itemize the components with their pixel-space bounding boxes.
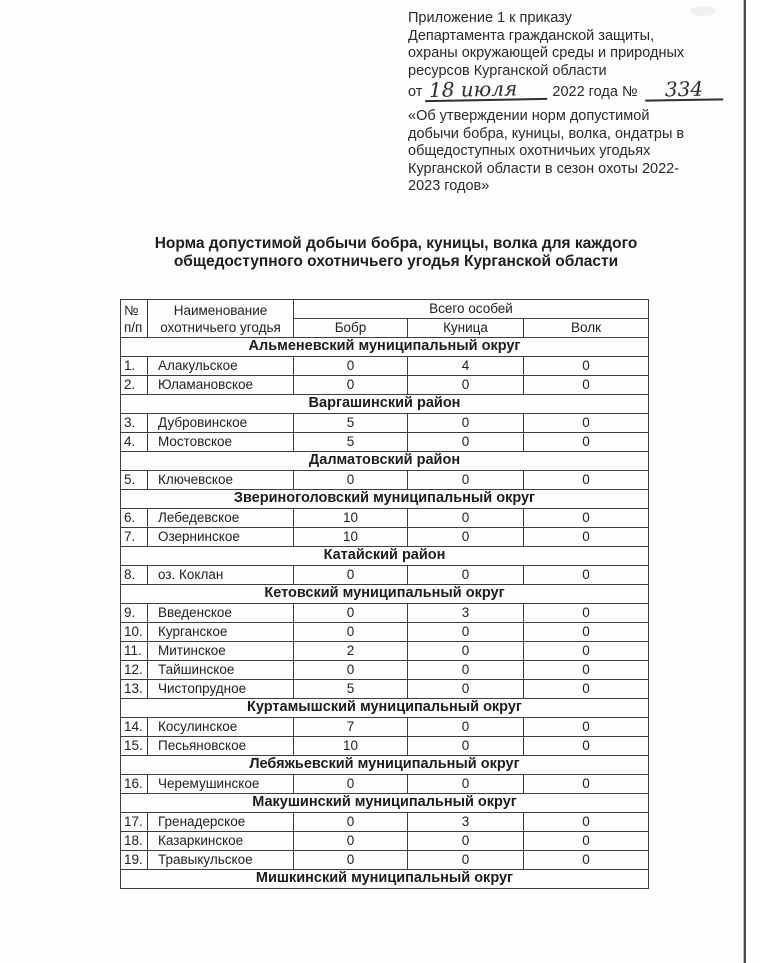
marten-quota: 0: [408, 414, 524, 433]
marten-quota: 0: [408, 718, 524, 737]
marten-quota: 0: [408, 623, 524, 642]
table-row: [121, 623, 649, 642]
appendix-header-block: [408, 10, 718, 196]
wolf-quota: 0: [524, 813, 649, 832]
beaver-quota: 0: [294, 376, 408, 395]
district-section-row: [121, 452, 649, 471]
district-section-title: Кетовский муниципальный округ: [121, 585, 649, 604]
district-section-row: [121, 794, 649, 813]
wolf-quota: 0: [524, 433, 649, 452]
row-number: 16.: [121, 775, 148, 794]
marten-quota: 0: [408, 376, 524, 395]
marten-quota: 0: [408, 433, 524, 452]
appendix-line: Департамента гражданской защиты,: [408, 27, 655, 44]
district-section-title: Мишкинский муниципальный округ: [121, 870, 649, 889]
table-row: [121, 718, 649, 737]
date-middle: 2022 года №: [552, 84, 638, 100]
marten-quota: 0: [408, 661, 524, 680]
handwritten-date: 18 июля: [425, 80, 547, 102]
table-row: [121, 528, 649, 547]
district-section-row: [121, 756, 649, 775]
col-header-name-top: Наименование: [173, 302, 268, 318]
beaver-quota: 2: [294, 642, 408, 661]
row-number: 17.: [121, 813, 148, 832]
col-header-num-bottom: п/п: [124, 319, 143, 335]
table-row: [121, 851, 649, 870]
order-date-line: [408, 76, 718, 107]
district-section-row: [121, 338, 649, 357]
ground-name: Чистопрудное: [148, 680, 294, 699]
row-number: 6.: [121, 509, 148, 528]
marten-quota: 0: [408, 737, 524, 756]
beaver-quota: 10: [294, 509, 408, 528]
ground-name: оз. Коклан: [148, 566, 294, 585]
appendix-line: ресурсов Курганской области: [408, 62, 607, 79]
ground-name: Курганское: [148, 623, 294, 642]
quota-table-body: [121, 338, 649, 889]
ground-name: Черемушинское: [148, 775, 294, 794]
wolf-quota: 0: [524, 680, 649, 699]
table-row: [121, 680, 649, 699]
quota-table: [120, 299, 649, 889]
district-section-title: Куртамышский муниципальный округ: [121, 699, 649, 718]
table-row: [121, 566, 649, 585]
district-section-row: [121, 699, 649, 718]
col-header-name-bottom: охотничьего угодья: [160, 319, 281, 335]
beaver-quota: 5: [294, 680, 408, 699]
table-row: [121, 737, 649, 756]
row-number: 14.: [121, 718, 148, 737]
page-title-line2: общедоступного охотничьего угодья Курганской области: [173, 253, 619, 270]
row-number: 3.: [121, 414, 148, 433]
wolf-quota: 0: [524, 471, 649, 490]
ground-name: Алакульское: [148, 357, 294, 376]
table-row: [121, 471, 649, 490]
table-row: [121, 509, 649, 528]
district-section-row: [121, 395, 649, 414]
beaver-quota: 10: [294, 737, 408, 756]
beaver-quota: 5: [294, 414, 408, 433]
row-number: 13.: [121, 680, 148, 699]
district-section-title: Звериноголовский муниципальный округ: [121, 490, 649, 509]
marten-quota: 0: [408, 680, 524, 699]
row-number: 4.: [121, 433, 148, 452]
table-row: [121, 357, 649, 376]
ground-name: Дубровинское: [148, 414, 294, 433]
appendix-line: добычи бобра, куницы, волка, ондатры в: [408, 125, 685, 142]
ground-name: Озернинское: [148, 528, 294, 547]
marten-quota: 4: [408, 357, 524, 376]
ground-name: Митинское: [148, 642, 294, 661]
wolf-quota: 0: [524, 528, 649, 547]
district-section-title: Лебяжьевский муниципальный округ: [121, 756, 649, 775]
ground-name: Тайшинское: [148, 661, 294, 680]
appendix-line: 2023 годов»: [408, 178, 490, 194]
district-section-row: [121, 490, 649, 509]
wolf-quota: 0: [524, 661, 649, 680]
ground-name: Травыкульское: [148, 851, 294, 870]
page-title: [32, 235, 760, 271]
district-section-row: [121, 547, 649, 566]
beaver-quota: 0: [294, 471, 408, 490]
wolf-quota: 0: [524, 851, 649, 870]
beaver-quota: 0: [294, 357, 408, 376]
beaver-quota: 7: [294, 718, 408, 737]
district-section-title: Альменевский муниципальный округ: [121, 338, 649, 357]
col-header-total: Всего особей: [294, 300, 649, 319]
beaver-quota: 10: [294, 528, 408, 547]
wolf-quota: 0: [524, 414, 649, 433]
beaver-quota: 0: [294, 566, 408, 585]
col-header-marten: Куница: [408, 319, 524, 338]
ground-name: Лебедевское: [148, 509, 294, 528]
table-row: [121, 661, 649, 680]
marten-quota: 0: [408, 832, 524, 851]
beaver-quota: 0: [294, 604, 408, 623]
table-row: [121, 376, 649, 395]
row-number: 18.: [121, 832, 148, 851]
row-number: 15.: [121, 737, 148, 756]
scan-edge-line: [743, 0, 746, 963]
wolf-quota: 0: [524, 775, 649, 794]
appendix-line: Курганской области в сезон охоты 2022-: [408, 160, 680, 177]
col-header-num-top: №: [124, 302, 139, 318]
handwritten-order-number: 334: [644, 80, 722, 101]
row-number: 19.: [121, 851, 148, 870]
wolf-quota: 0: [524, 642, 649, 661]
appendix-line: охраны окружающей среды и природных: [408, 45, 685, 61]
wolf-quota: 0: [524, 604, 649, 623]
beaver-quota: 0: [294, 661, 408, 680]
wolf-quota: 0: [524, 376, 649, 395]
date-prefix: от: [408, 84, 423, 100]
beaver-quota: 5: [294, 433, 408, 452]
ground-name: Введенское: [148, 604, 294, 623]
wolf-quota: 0: [524, 737, 649, 756]
district-section-title: Макушинский муниципальный округ: [121, 794, 649, 813]
ground-name: Песьяновское: [148, 737, 294, 756]
district-section-title: Варгашинский район: [121, 395, 649, 414]
beaver-quota: 0: [294, 832, 408, 851]
marten-quota: 3: [408, 604, 524, 623]
row-number: 2.: [121, 376, 148, 395]
wolf-quota: 0: [524, 718, 649, 737]
marten-quota: 0: [408, 566, 524, 585]
row-number: 8.: [121, 566, 148, 585]
table-row: [121, 604, 649, 623]
ground-name: Казаркинское: [148, 832, 294, 851]
ground-name: Гренадерское: [148, 813, 294, 832]
table-header-row-1: [121, 300, 649, 319]
beaver-quota: 0: [294, 775, 408, 794]
beaver-quota: 0: [294, 813, 408, 832]
wolf-quota: 0: [524, 357, 649, 376]
row-number: 1.: [121, 357, 148, 376]
district-section-title: Далматовский район: [121, 452, 649, 471]
row-number: 5.: [121, 471, 148, 490]
row-number: 12.: [121, 661, 148, 680]
table-row: [121, 414, 649, 433]
district-section-title: Катайский район: [121, 547, 649, 566]
wolf-quota: 0: [524, 566, 649, 585]
beaver-quota: 0: [294, 851, 408, 870]
appendix-line: общедоступных охотничьих угодьях: [408, 143, 651, 159]
beaver-quota: 0: [294, 623, 408, 642]
wolf-quota: 0: [524, 623, 649, 642]
table-row: [121, 642, 649, 661]
wolf-quota: 0: [524, 832, 649, 851]
marten-quota: 0: [408, 509, 524, 528]
col-header-wolf: Волк: [524, 319, 649, 338]
page-title-line1: Норма допустимой добычи бобра, куницы, волка для каждого: [154, 235, 638, 252]
district-section-row: [121, 870, 649, 889]
row-number: 7.: [121, 528, 148, 547]
ground-name: Ключевское: [148, 471, 294, 490]
marten-quota: 0: [408, 642, 524, 661]
marten-quota: 3: [408, 813, 524, 832]
appendix-line: «Об утверждении норм допустимой: [408, 108, 650, 124]
table-row: [121, 433, 649, 452]
appendix-line: Приложение 1 к приказу: [408, 10, 572, 26]
wolf-quota: 0: [524, 509, 649, 528]
table-row: [121, 775, 649, 794]
col-header-beaver: Бобр: [294, 319, 408, 338]
col-header-num: [121, 300, 148, 338]
row-number: 11.: [121, 642, 148, 661]
row-number: 10.: [121, 623, 148, 642]
marten-quota: 0: [408, 471, 524, 490]
ground-name: Юламановское: [148, 376, 294, 395]
marten-quota: 0: [408, 851, 524, 870]
ground-name: Косулинское: [148, 718, 294, 737]
table-row: [121, 832, 649, 851]
marten-quota: 0: [408, 775, 524, 794]
district-section-row: [121, 585, 649, 604]
col-header-name: [148, 300, 294, 338]
row-number: 9.: [121, 604, 148, 623]
table-row: [121, 813, 649, 832]
marten-quota: 0: [408, 528, 524, 547]
ground-name: Мостовское: [148, 433, 294, 452]
